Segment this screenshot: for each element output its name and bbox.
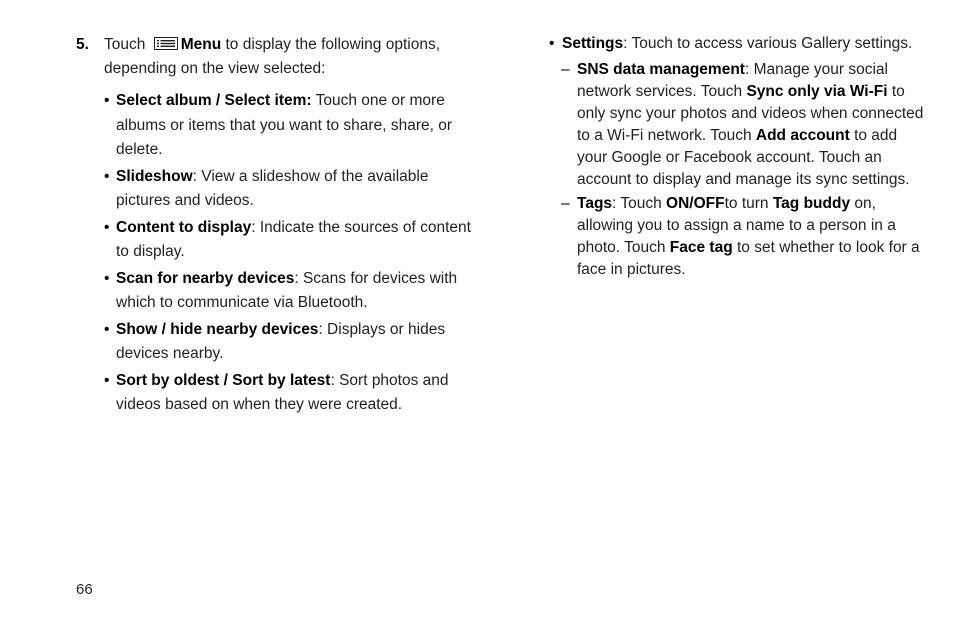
left-column xyxy=(76,33,476,420)
sns-text: to only sync your photos and videos when connected to a Wi-Fi network. Touch xyxy=(577,83,924,144)
list-item-sns xyxy=(549,59,929,191)
tags-text: to turn xyxy=(724,195,773,212)
list-item xyxy=(104,369,476,418)
step-touch-text: Touch xyxy=(104,36,146,53)
bullet: • xyxy=(104,167,110,185)
tags-text: to set whether to look for a face in pictures. xyxy=(577,239,920,278)
option-title: Select album / Select item: xyxy=(116,92,312,109)
list-item xyxy=(104,89,476,163)
bullet: • xyxy=(104,269,110,287)
list-item-tags xyxy=(549,193,929,281)
option-title: Slideshow xyxy=(116,167,193,185)
list-item xyxy=(104,318,476,367)
sns-text: : Manage your social network services. Touch xyxy=(577,61,888,100)
bullet: • xyxy=(549,35,555,52)
option-text: : Indicate the sources of content to display. xyxy=(116,218,471,260)
sns-title: SNS data management xyxy=(577,61,745,78)
step-5 xyxy=(76,33,476,81)
sns-text: to add your Google or Facebook account. Touch an account to display and manage its sync settings. xyxy=(577,127,910,188)
add-account-label: Add account xyxy=(755,127,850,144)
tags-text: : Touch xyxy=(612,195,667,212)
face-tag-label: Face tag xyxy=(669,239,733,256)
settings-list xyxy=(549,33,929,281)
option-title: Content to display xyxy=(116,218,252,236)
step-number: 5. xyxy=(76,36,89,53)
option-text: : View a slideshow of the available pictures and videos. xyxy=(116,167,429,209)
list-item xyxy=(104,216,476,265)
option-title: Scan for nearby devices xyxy=(116,269,295,287)
right-column xyxy=(549,33,929,283)
settings-text: : Touch to access various Gallery settings. xyxy=(623,35,913,52)
option-title: Show / hide nearby devices xyxy=(116,320,319,338)
settings-sublist xyxy=(549,59,929,281)
sync-wifi-label: Sync only via Wi-Fi xyxy=(746,83,888,100)
tags-title: Tags xyxy=(577,195,613,212)
bullet: • xyxy=(104,218,110,236)
menu-icon xyxy=(154,37,178,50)
dash: – xyxy=(561,195,570,212)
option-text: : Displays or hides devices nearby. xyxy=(116,320,446,362)
settings-title: Settings xyxy=(562,35,624,52)
menu-label: Menu xyxy=(180,36,222,53)
option-title: Sort by oldest / Sort by latest xyxy=(116,371,331,389)
list-item xyxy=(104,165,476,214)
bullet: • xyxy=(104,320,110,338)
dash: – xyxy=(561,61,570,78)
option-text: Touch one or more albums or items that you want to share, share, or delete. xyxy=(116,92,452,158)
menu-options-list xyxy=(104,89,476,418)
step-description: to display the following options, depending on the view selected: xyxy=(104,36,441,77)
bullet: • xyxy=(104,371,110,389)
tags-text: on, allowing you to assign a name to a person in a photo. Touch xyxy=(577,195,896,256)
option-text: : Sort photos and videos based on when they were created. xyxy=(116,371,449,413)
tag-buddy-label: Tag buddy xyxy=(772,195,851,212)
list-item xyxy=(104,267,476,316)
option-text: : Scans for devices with which to communicate via Bluetooth. xyxy=(116,269,458,311)
on-off-label: ON/OFF xyxy=(666,195,725,212)
bullet: • xyxy=(104,92,110,109)
page-number: 66 xyxy=(76,581,93,598)
list-item-settings xyxy=(549,33,929,281)
